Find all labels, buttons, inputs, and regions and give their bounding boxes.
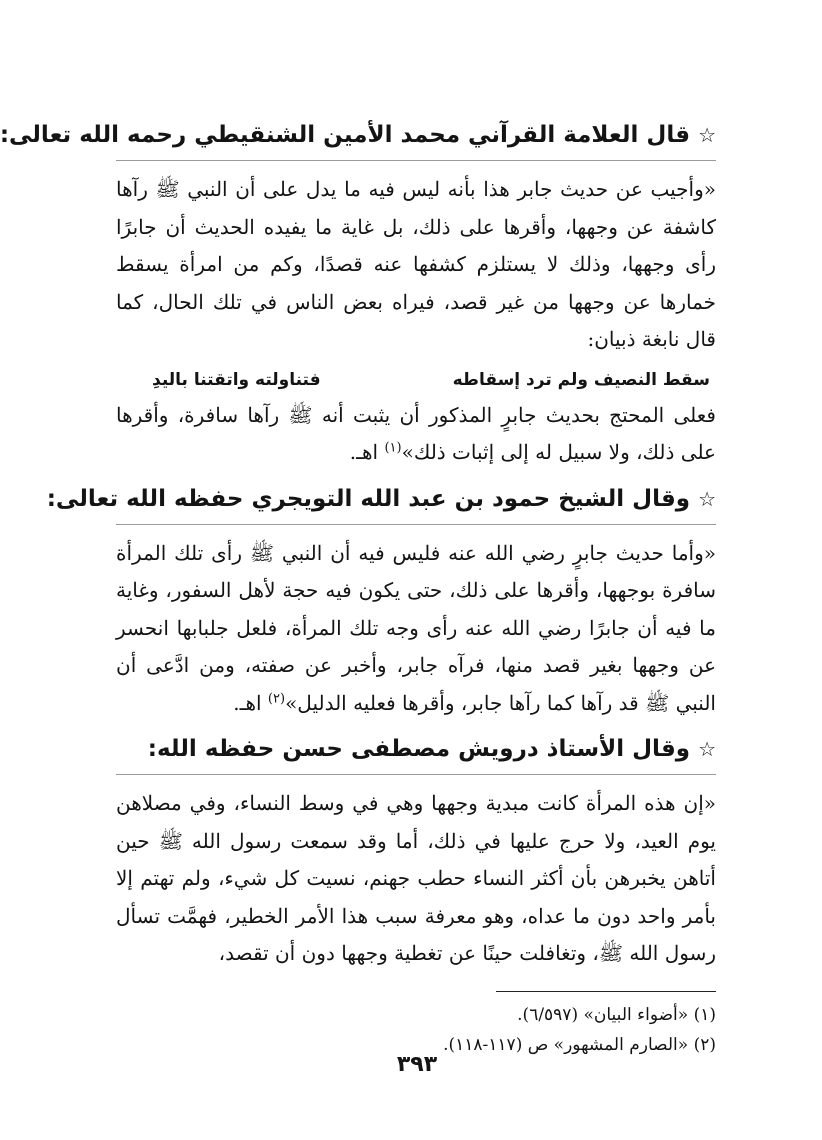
star-icon: ☆	[698, 737, 716, 761]
heading-text: وقال الأستاذ درويش مصطفى حسن حفظه الله:	[147, 736, 691, 762]
quote-paragraph-continued	[116, 397, 716, 472]
quote-paragraph	[116, 535, 716, 723]
section-divider	[116, 524, 716, 525]
verse-first-hemistich: سقط النصيف ولم ترد إسقاطه	[452, 369, 710, 390]
section-divider	[116, 774, 716, 775]
footnote-reference: (٢)	[267, 690, 286, 706]
page-number: ٣٩٣	[396, 1052, 438, 1077]
page-body	[0, 108, 716, 1060]
heading-text: وقال الشيخ حمود بن عبد الله التويجري حفظه الله تعالى:	[46, 485, 691, 512]
verse-second-hemistich: فتناولته واتقتنا باليدِ	[152, 369, 321, 390]
section-heading-shinqiti	[0, 118, 716, 152]
poetry-verse	[116, 363, 716, 397]
section-divider	[116, 160, 716, 161]
heading-text: قال العلامة القرآني محمد الأمين الشنقيطي رحمه الله تعالى:	[0, 122, 691, 148]
star-icon: ☆	[698, 486, 716, 511]
paragraph-tail: اهـ.	[233, 690, 268, 715]
paragraph-text: «وأما حديث جابرٍ رضي الله عنه فليس فيه أن النبي ﷺ رأى تلك المرأة سافرة بوجهها، وأقرها على ذلك، حتى يكون فيه حجة لأهل السفور، وغاية ما فيه أن جابرًا رضي الله عنه رأى وجه تلك المرأة، فلعل جلبابها انحسر عن وجهها بغير قصد منها، فرآه جابر، وأخبر عن صفته، ومن ادَّعى أن النبي ﷺ قد رآها كما رآها جابر، وأقرها فعليه الدليل»	[116, 540, 716, 715]
quote-paragraph: «وأجيب عن حديث جابر هذا بأنه ليس فيه ما يدل على أن النبي ﷺ رآها كاشفة عن وجهها، وأقرها على ذلك، بل غاية ما يفيده الحديث أن جابرًا رأى وجهها، وذلك لا يستلزم كشفها عنه قصدًا، وكم من امرأة يسقط خمارها عن وجهها من غير قصد، فيراه بعض الناس في تلك الحال، كما قال نابغة ذبيان:	[116, 177, 716, 351]
footnote-separator	[496, 991, 716, 992]
paragraph-text: فعلى المحتج بحديث جابرٍ المذكور أن يثبت أنه ﷺ رآها سافرة، وأقرها على ذلك، ولا سبيل له إلى إثبات ذلك»	[116, 402, 716, 464]
paragraph-tail: اهـ.	[349, 440, 385, 464]
star-icon: ☆	[698, 123, 716, 147]
footnote-2: (٢) «الصارم المشهور» ص (١١٧-١١٨).	[443, 1034, 716, 1055]
footnote-reference: (١)	[384, 440, 402, 456]
quote-paragraph: «إن هذه المرأة كانت مبدية وجهها وهي في وسط النساء، وفي مصلاهن يوم العيد، ولا حرج عليها في ذلك، أما وقد سمعت رسول الله ﷺ حين أتاهن يخبرهن بأن أكثر النساء حطب جهنم، نسيت كل شيء، ولم تهتم إلا بأمر واحد دون ما عداه، وهو معرفة سبب هذا الأمر الخطير، فهمَّت تسأل رسول الله ﷺ، وتغافلت حينًا عن تغطية وجهها دون أن تقصد،	[116, 791, 716, 965]
section-heading-darwish	[116, 732, 716, 766]
footnote-1: (١) «أضواء البيان» (٦/٥٩٧).	[517, 1004, 716, 1025]
section-heading-tuwaijri	[46, 482, 716, 516]
